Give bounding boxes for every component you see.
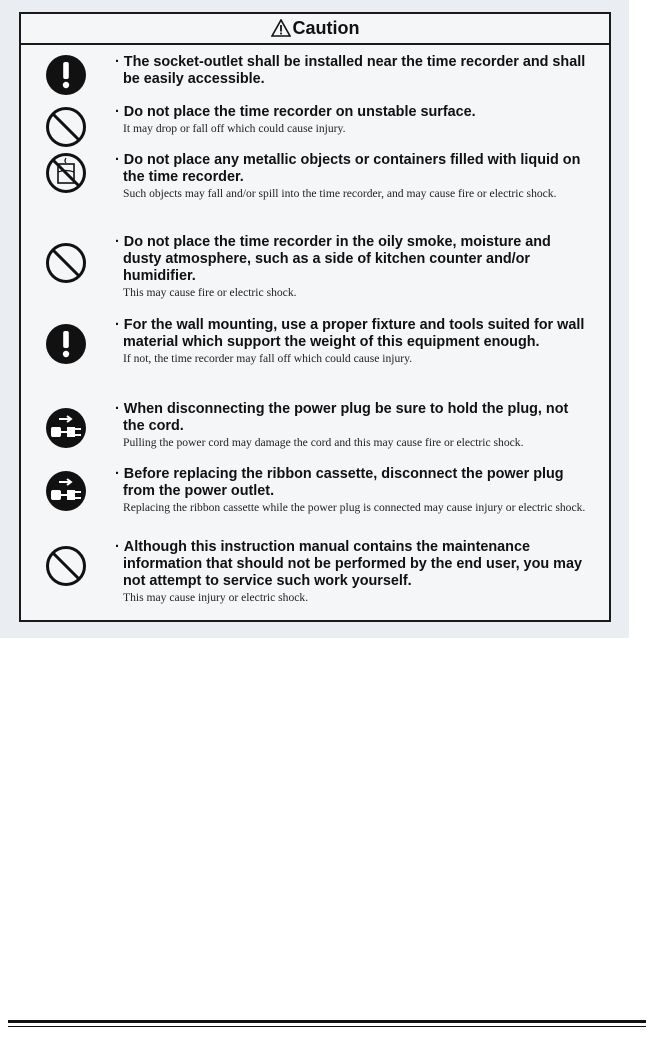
caution-note: Pulling the power cord may damage the cord and this may cause fire or electric shock. — [123, 436, 524, 449]
caution-title-text: Caution — [292, 18, 360, 38]
caution-note: Such objects may fall and/or spill into the time recorder, and may cause fire or electric shock. — [123, 187, 557, 200]
mandatory-action-icon — [45, 54, 87, 96]
prohibition-icon — [45, 242, 87, 284]
mandatory-action-icon — [45, 323, 87, 365]
title-divider — [21, 43, 609, 45]
no-liquid-container-icon — [45, 152, 87, 194]
caution-heading: · Do not place the time recorder in the oily smoke, moisture and dusty atmosphere, such as a side of kitchen counter and/or humidifier. — [115, 234, 589, 285]
caution-title — [21, 16, 609, 40]
unplug-icon — [45, 470, 87, 512]
warning-triangle-icon — [271, 19, 291, 43]
footer-rule-thick — [8, 1020, 646, 1023]
caution-heading: · Although this instruction manual contains the maintenance information that should not be performed by the end user, you may not attempt to service such work yourself. — [115, 539, 589, 590]
prohibition-icon — [45, 106, 87, 148]
caution-heading: · Do not place the time recorder on unstable surface. — [115, 104, 589, 121]
caution-heading: · Before replacing the ribbon cassette, disconnect the power plug from the power outlet. — [115, 466, 589, 500]
caution-heading: · Do not place any metallic objects or containers filled with liquid on the time recorder. — [115, 152, 589, 186]
caution-heading: · For the wall mounting, use a proper fixture and tools suited for wall material which support the weight of this equipment enough. — [115, 317, 589, 351]
caution-note: It may drop or fall off which could cause injury. — [123, 122, 346, 135]
unplug-icon — [45, 407, 87, 449]
caution-box — [19, 12, 611, 622]
caution-note: This may cause injury or electric shock. — [123, 591, 309, 604]
caution-heading: · When disconnecting the power plug be sure to hold the plug, not the cord. — [115, 401, 589, 435]
caution-note: Replacing the ribbon cassette while the power plug is connected may cause injury or electric shock. — [123, 501, 586, 514]
caution-note: This may cause fire or electric shock. — [123, 286, 297, 299]
caution-note: If not, the time recorder may fall off which could cause injury. — [123, 352, 413, 365]
prohibition-icon — [45, 545, 87, 587]
caution-heading: · The socket-outlet shall be installed near the time recorder and shall be easily accessible. — [115, 54, 589, 88]
footer-rule-thin — [8, 1026, 646, 1027]
